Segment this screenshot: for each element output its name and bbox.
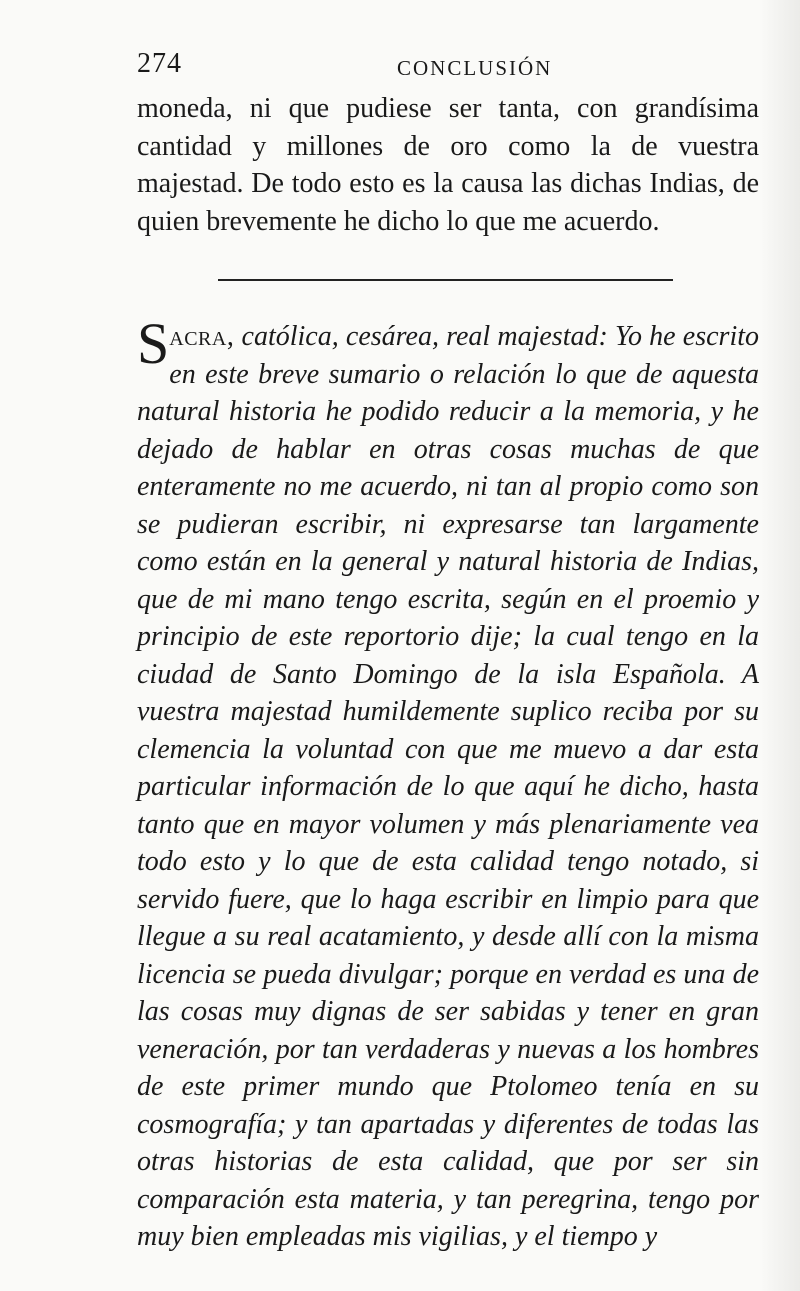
page-header bbox=[137, 48, 757, 88]
second-paragraph bbox=[137, 311, 759, 1256]
small-caps-word: acra, bbox=[169, 321, 235, 352]
page-edge-shadow bbox=[760, 0, 800, 1291]
page-number: 274 bbox=[137, 48, 182, 79]
section-divider bbox=[218, 279, 673, 281]
paragraph-body: católica, cesárea, real majestad: Yo he escrito en este breve sumario o relación lo que de aquesta natural historia he podido reducir a la memoria, y he dejado de hablar en otras cosas muchas de que enteramente no me acuerdo, ni tan al propio como son se pudieran escribir, ni expresarse tan largamente como están en la general y natural historia de Indias, que de mi mano tengo escrita, según en el proemio y principio de este reportorio dije; la cual tengo en la ciudad de Santo Domingo de la isla Española. A vuestra majestad humildemente suplico reciba por su clemencia la voluntad con que me muevo a dar esta particular información de lo que aquí he dicho, hasta tanto que en mayor volumen y más plenariamente vea todo esto y lo que de esta calidad tengo notado, si servido fuere, que lo haga escribir en limpio para que llegue a su real acatamiento, y desde allí con la misma licencia se pueda divulgar; porque en verdad es una de las cosas muy dignas de ser sabidas y tener en gran veneración, por tan verdaderas y nuevas a los hombres de este primer mundo que Ptolomeo tenía en su cosmografía; y tan apartadas y diferentes de todas las otras historias de esta calidad, que por ser sin comparación esta materia, y tan peregrina, tengo por muy bien empleadas mis vigilias, y el tiempo y bbox=[137, 321, 759, 1252]
drop-cap: S bbox=[137, 311, 170, 376]
first-paragraph: moneda, ni que pudiese ser tanta, con grandísima cantidad y millones de oro como la de vuestra majestad. De todo esto es la causa las dichas Indias, de quien brevemente he dicho lo que me acuerdo. bbox=[137, 93, 759, 237]
second-paragraph-block bbox=[137, 311, 759, 1256]
first-paragraph-block bbox=[137, 90, 759, 240]
running-head: CONCLUSIÓN bbox=[397, 56, 553, 80]
